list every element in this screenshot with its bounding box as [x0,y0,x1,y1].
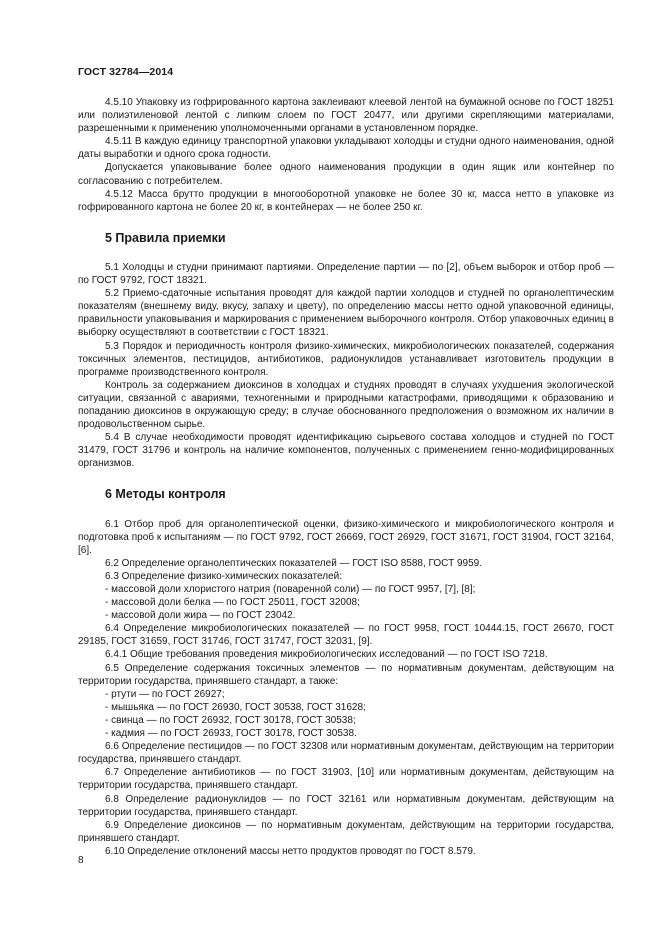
paragraph-6-4: 6.4 Определение микробиологических показателей — по ГОСТ 9958, ГОСТ 10444.15, ГОСТ 26670, ГОСТ 29185, ГОСТ 31659, ГОСТ 31746, ГОСТ 31747, ГОСТ 32031, [9]. [78,623,614,648]
paragraph-5-3: 5.3 Порядок и периодичность контроля физико-химических, микробиологических показателей, содержания токсичных элементов, пестицидов, антибиотиков, радионуклидов устанавливает изготовитель продукции в программе производственного контроля. [78,340,614,378]
paragraph-6-1: 6.1 Отбор проб для органолептической оценки, физико-химического и микробиологического контроля и подготовка проб к испытаниям — по ГОСТ 9792, ГОСТ 26669, ГОСТ 26929, ГОСТ 31671, ГОСТ 31904, ГОСТ 32164, [6]. [78,518,614,556]
page-number: 8 [78,855,84,866]
document-body [78,96,614,858]
paragraph-5-1: 5.1 Холодцы и студни принимают партиями. Определение партии — по [2], объем выборок и отбор проб — по ГОСТ 9792, ГОСТ 18321. [78,261,614,287]
paragraph-6-9: 6.9 Определение диоксинов — по нормативным документам, действующим на территории государства, принявшего стандарт. [78,819,614,844]
paragraph-4-5-10: 4.5.10 Упаковку из гофрированного картона заклеивают клеевой лентой на бумажной основе по ГОСТ 18251 или полиэтиленовой лентой с липким слоем по ГОСТ 20477, или другими скрепляющими материалами, разрешенными к применению уполномоченными органами в установленном порядке. [78,97,614,135]
paragraph-6-7: 6.7 Определение антибиотиков — по ГОСТ 31903, [10] или нормативным документам, действующим на территории государства, принявшего стандарт. [78,767,614,792]
paragraph-4-5-12: 4.5.12 Масса брутто продукции в многооборотной упаковке не более 30 кг, масса нетто в упаковке из гофрированного картона не более 20 кг, в контейнерах — не более 250 кг. [78,188,614,213]
paragraph-5-4: 5.4 В случае необходимости проводят идентификацию сырьевого состава холодцов и студней по ГОСТ 31479, ГОСТ 31796 и контроль на наличие компонентов, полученных с применением генно-модифицированных организмов. [78,432,614,470]
section-5-title: 5 Правила приемки [105,230,226,245]
list-item-6-3: - массовой доли белка — по ГОСТ 25011, ГОСТ 32008; [105,597,360,609]
paragraph-6-3: 6.3 Определение физико-химических показателей: [105,570,343,582]
list-item-6-3: - массовой доли жира — по ГОСТ 23042. [105,610,296,622]
paragraph-4-5-11: 4.5.11 В каждую единицу транспортной упаковки укладывают холодцы и студни одного наименования, одной даты выработки и одного срока годности. [78,136,614,161]
list-item-6-5: - кадмия — по ГОСТ 26933, ГОСТ 30178, ГОСТ 30538. [105,728,357,740]
paragraph-6-5: 6.5 Определение содержания токсичных элементов — по нормативным документам, действующим на территории государства, принявшего стандарт, а также: [78,662,614,687]
paragraph-6-2: 6.2 Определение органолептических показателей — ГОСТ ISO 8588, ГОСТ 9959. [105,557,482,569]
list-item-6-5: - ртути — по ГОСТ 26927; [105,688,225,700]
paragraph-5-2: 5.2 Приемо-сдаточные испытания проводят для каждой партии холодцов и студней по органолептическим показателям (внешнему виду, вкусу, запаху и цвету), по определению массы нетто одной упаковочной единицы, правильности упаковывания и маркирования с применением выборочного контроля. Отбор упаковочных единиц в выборку осуществляют в соответствии с ГОСТ 18321. [78,288,614,339]
list-item-6-5: - мышьяка — по ГОСТ 26930, ГОСТ 30538, ГОСТ 31628; [105,701,366,713]
list-item-6-3: - массовой доли хлористого натрия (поваренной соли) — по ГОСТ 9957, [7], [8]; [105,584,476,595]
paragraph-6-8: 6.8 Определение радионуклидов — по ГОСТ 32161 или нормативным документам, действующим на территории государства, принявшего стандарт. [78,793,614,818]
document-header: ГОСТ 32784—2014 [78,66,174,78]
paragraph-6-10: 6.10 Определение отклонений массы нетто продуктов проводят по ГОСТ 8.579. [105,845,476,857]
paragraph-6-4-1: 6.4.1 Общие требования проведения микробиологических исследований — по ГОСТ ISO 7218. [105,649,548,661]
paragraph-6-6: 6.6 Определение пестицидов — по ГОСТ 32308 или нормативным документам, действующим на территории государства, принявшего стандарт. [78,741,614,766]
paragraph-5-3-dioxins: Контроль за содержанием диоксинов в холодцах и студнях проводят в случаях ухудшения экологической ситуации, связанной с авариями, техногенными и природными катастрофами, приводящими к образованию и попаданию диоксинов в окружающую среду; в случае обоснованного предположения о возможном их наличии в продовольственном сырье. [78,379,614,431]
list-item-6-5: - свинца — по ГОСТ 26932, ГОСТ 30178, ГОСТ 30538; [105,714,356,726]
section-6-title: 6 Методы контроля [105,487,226,502]
paragraph-4-5-11-note: Допускается упаковывание более одного наименования продукции в один ящик или контейнер по согласованию с потребителем. [78,162,614,187]
